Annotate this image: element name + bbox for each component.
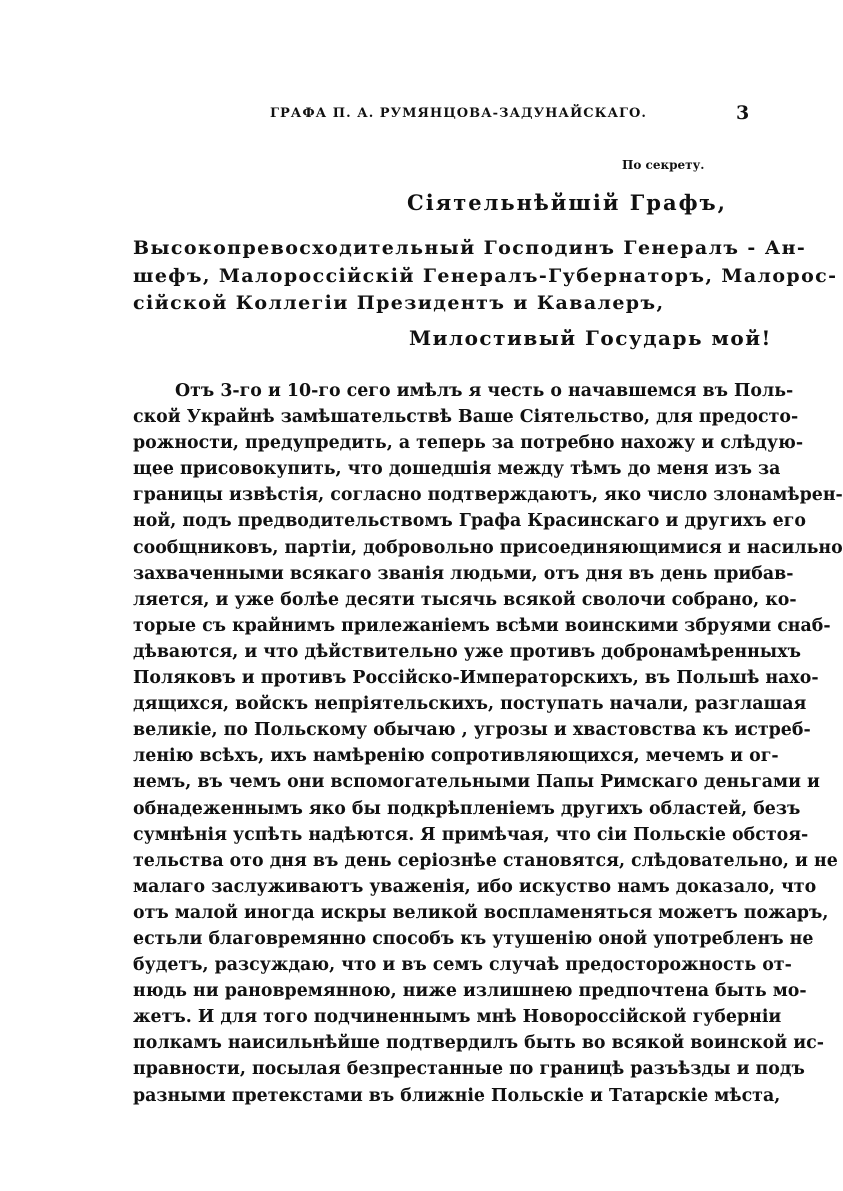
body-line: немъ, въ чемъ они вспомогательными Папы Римскаго деньгами и	[133, 772, 820, 793]
body-line: отъ малой иногда искры великой воспламеняться можетъ пожаръ,	[133, 902, 829, 923]
body-line: границы извѣстія, согласно подтверждаютъ, яко число злонамѣрен-	[133, 485, 843, 506]
body-line: жетъ. И для того подчиненнымъ мнѣ Новороссійской губерніи	[133, 1007, 782, 1028]
body-line: Отъ 3-го и 10-го сего имѣлъ я честь о начавшемся въ Поль-	[175, 381, 794, 401]
address-line: шефъ, Малороссійскій Генералъ-Губернаторъ, Малорос-	[133, 264, 838, 287]
body-line: правности, посылая безпрестанные по границѣ разъѣзды и подъ	[133, 1059, 805, 1080]
body-line: нюдь ни рановремянною, ниже излишнею предпочтена быть мо-	[133, 981, 807, 1002]
body-line: щее присовокупить, что дошедшія между тѣмъ до меня изъ за	[133, 459, 781, 480]
secret-note: По секрету.	[622, 158, 705, 172]
body-line: ленію всѣхъ, ихъ намѣренію сопротивляющихся, мечемъ и ог-	[133, 746, 779, 767]
body-line: будетъ, разсуждаю, что и въ семъ случаѣ предосторожность от-	[133, 955, 792, 976]
body-line: сообщниковъ, партіи, добровольно присоединяющимися и насильно	[133, 537, 843, 558]
body-line: разными претекстами въ ближніе Польскіе и Татарскіе мѣста,	[133, 1085, 781, 1106]
salutation: Сіятельнѣйшій Графъ,	[407, 190, 727, 215]
body-line: ляется, и уже болѣе десяти тысячь всякой сволочи собрано, ко-	[133, 589, 797, 610]
body-line: захваченными всякаго званія людьми, отъ дня въ день прибав-	[133, 563, 794, 584]
body-line: полкамъ наисильнѣйше подтвердилъ быть во всякой воинской ис-	[133, 1033, 824, 1054]
address-line: сійской Коллегіи Президентъ и Кавалеръ,	[133, 292, 665, 314]
body-line: торые съ крайнимъ прилежаніемъ всѣми воинскими збруями снаб-	[133, 615, 831, 636]
body-line: дѣваются, и что дѣйствительно уже противъ добронамѣренныхъ	[133, 641, 801, 662]
address-line: Высокопревосходительный Господинъ Генералъ - Ан-	[133, 237, 807, 259]
body-line: тельства ото дня въ день серіознѣе становятся, слѣдовательно, и не	[133, 850, 838, 871]
body-line: малаго заслуживаютъ уваженія, ибо искуство намъ доказало, что	[133, 876, 817, 897]
body-line: дящихся, войскъ непріятельскихъ, поступать начали, разглашая	[133, 694, 807, 715]
body-line: Поляковъ и противъ Россійско-Императорскихъ, въ Польшѣ нахо-	[133, 668, 819, 689]
body-line: ной, подъ предводительствомъ Графа Красинскаго и другихъ его	[133, 511, 806, 532]
greeting: Милостивый Государь мой!	[409, 326, 772, 350]
body-line: великіе, по Польскому обычаю , угрозы и хвастовства къ истреб-	[133, 720, 811, 741]
body-line: обнадеженнымъ яко бы подкрѣпленіемъ другихъ областей, безъ	[133, 798, 801, 819]
body-line: ской Украйнѣ замѣшательствѣ Ваше Сіятельство, для предосто-	[133, 407, 799, 428]
body-line: рожности, предупредить, а теперь за потребно нахожу и слѣдую-	[133, 433, 804, 454]
letter-body	[133, 378, 843, 1109]
address-block	[133, 235, 838, 318]
body-line: сумнѣнія успѣть надѣются. Я примѣчая, что сіи Польскіе обстоя-	[133, 824, 809, 845]
body-line: естьли благовремянно способъ къ утушенію оной употребленъ не	[133, 928, 814, 949]
page-number: 3	[736, 102, 750, 124]
running-header: ГРАФА П. А. РУМЯНЦОВА-ЗАДУНАЙСКАГО.	[270, 106, 647, 121]
